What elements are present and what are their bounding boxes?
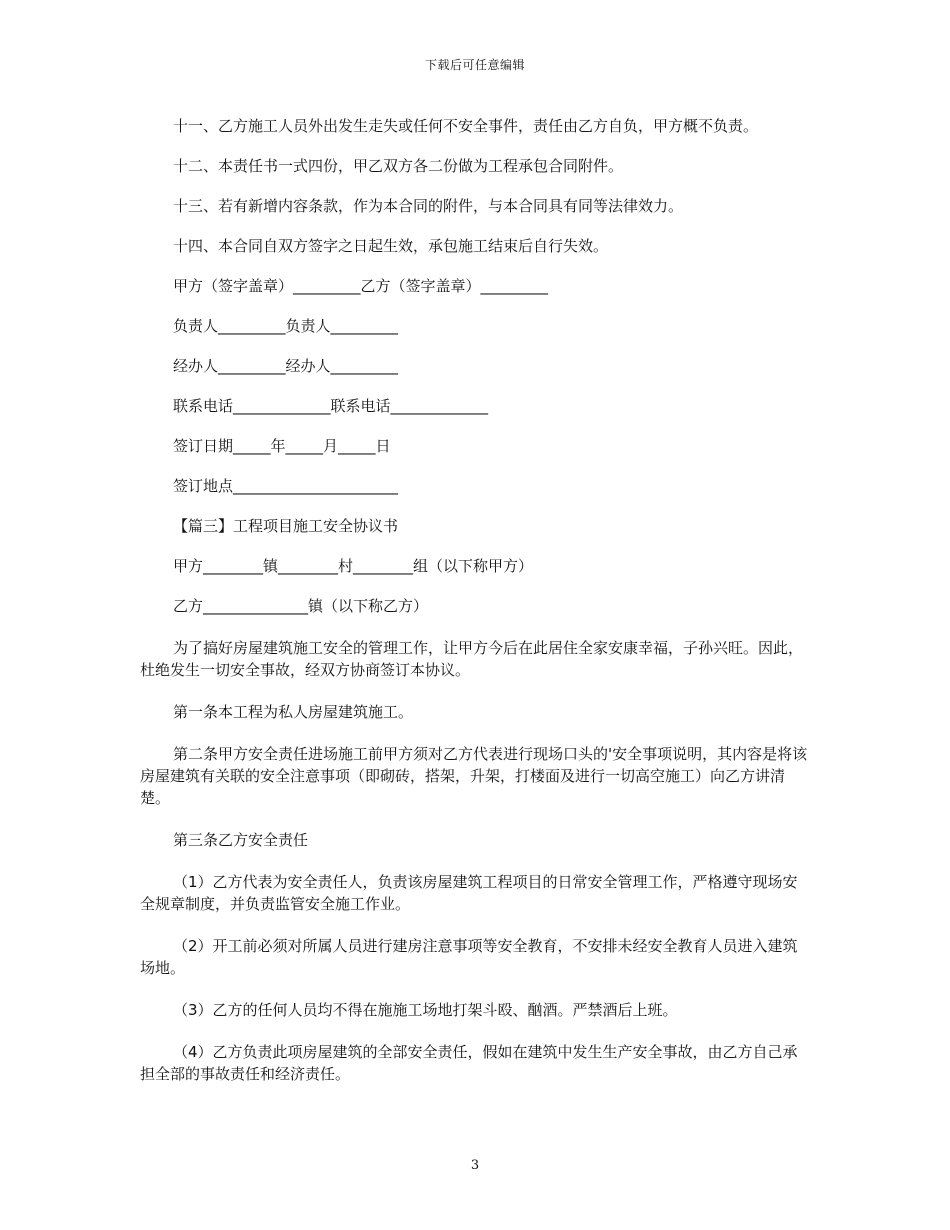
article-3-item-3: （3）乙方的任何人员均不得在施施工场地打架斗殴、酗酒。严禁酒后上班。 <box>173 1001 678 1019</box>
party-b-line: 乙方______________镇（以下称乙方） <box>173 597 429 615</box>
preamble-paragraph: 为了搞好房屋建筑施工安全的管理工作，让甲方今后在此居住全家安康幸福，子孙兴旺。因此，杜绝发生一切安全事故，经双方协商签订本协议。 <box>140 639 804 679</box>
article-1: 第一条本工程为私人房屋建筑施工。 <box>173 703 414 721</box>
paragraph-12: 十二、本责任书一式四份，甲乙双方各二份做为工程承包合同附件。 <box>173 157 624 175</box>
article-3-item-4: （4）乙方负责此项房屋建筑的全部安全责任，假如在建筑中发生生产安全事故，由乙方自己承担全部的事故责任和经济责任。 <box>140 1043 798 1083</box>
article-3-title: 第三条乙方安全责任 <box>173 831 309 849</box>
article-3-item-2: （2）开工前必须对所属人员进行建房注意事项等安全教育，不安排未经安全教育人员进入建筑场地。 <box>140 937 798 977</box>
signature-handler: 经办人_________经办人_________ <box>173 357 399 375</box>
signature-phone: 联系电话_____________联系电话_____________ <box>173 397 489 415</box>
article-2: 第二条甲方安全责任进场施工前甲方须对乙方代表进行现场口头的'安全事项说明，其内容是将该房屋建筑有关联的安全注意事项（即砌砖，搭架，升架，打楼面及进行一切高空施工）向乙方讲清楚。 <box>140 745 808 807</box>
signature-responsible-person: 负责人_________负责人_________ <box>173 317 399 335</box>
paragraph-11: 十一、乙方施工人员外出发生走失或任何不安全事件，责任由乙方自负，甲方概不负责。 <box>173 117 759 135</box>
header-note: 下载后可任意编辑 <box>424 58 525 72</box>
article-3-item-1: （1）乙方代表为安全责任人，负责该房屋建筑工程项目的日常安全管理工作，严格遵守现场安全规章制度，并负责监管安全施工作业。 <box>140 873 798 913</box>
signature-place: 签订地点______________________ <box>173 477 399 495</box>
paragraph-14: 十四、本合同自双方签字之日起生效，承包施工结束后自行失效。 <box>173 237 609 255</box>
document-body <box>140 110 810 1085</box>
signature-party-a-b: 甲方（签字盖章）_________乙方（签字盖章）_________ <box>173 277 549 295</box>
section-title-part-three: 【篇三】工程项目施工安全协议书 <box>173 517 399 535</box>
signature-date: 签订日期_____年_____月_____日 <box>173 437 391 455</box>
party-a-line: 甲方________镇________村________组（以下称甲方） <box>173 557 534 575</box>
paragraph-13: 十三、若有新增内容条款，作为本合同的附件，与本合同具有同等法律效力。 <box>173 197 684 215</box>
page-number: 3 <box>470 1158 480 1173</box>
